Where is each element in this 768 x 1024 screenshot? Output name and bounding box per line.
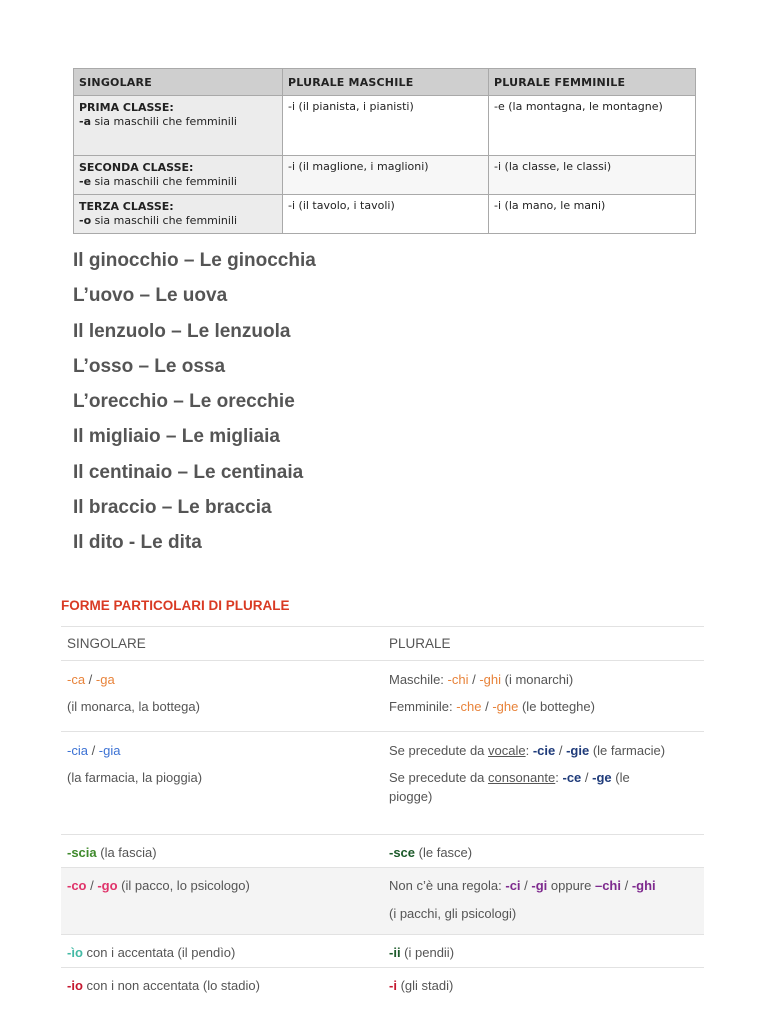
table-row-ca-ga: [61, 661, 704, 732]
separator: /: [468, 672, 480, 687]
table-row-terza-classe: [74, 195, 696, 234]
ending-scia: -scia: [67, 845, 97, 860]
header-plurale: PLURALE: [383, 627, 704, 661]
cell-singolare: [61, 661, 383, 732]
example: (le farmacie): [589, 743, 666, 758]
example: con i accentata (il pendìo): [82, 945, 236, 960]
ending-ga: -ga: [95, 672, 115, 687]
ending-chi: -chi: [447, 672, 469, 687]
label-maschile: Maschile:: [389, 672, 448, 687]
text: :: [555, 770, 563, 785]
ending-cia: -cia: [67, 743, 88, 758]
example: (il monarca, la bottega): [67, 699, 200, 714]
ending-co: -co: [67, 878, 87, 893]
cell-singolare: [61, 968, 383, 1008]
example: con i non accentata (lo stadio): [82, 978, 260, 993]
cell-masc: -i (il tavolo, i tavoli): [283, 195, 489, 234]
cell-class: [74, 156, 283, 195]
header-plurale-maschile: PLURALE MASCHILE: [283, 69, 489, 96]
separator: /: [87, 743, 99, 758]
class-ending: -a: [79, 115, 91, 128]
cell-singolare: [61, 935, 383, 968]
cell-masc: -i (il pianista, i pianisti): [283, 96, 489, 156]
example: (la fascia): [96, 845, 157, 860]
table-row-io-accentata: [61, 935, 704, 968]
table-row-prima-classe: [74, 96, 696, 156]
ending-ghi: -ghi: [631, 878, 656, 893]
class-ending: -e: [79, 175, 92, 188]
table-row-scia: [61, 835, 704, 868]
cell-plurale: [383, 661, 704, 732]
example: (i pendii): [400, 945, 455, 960]
example: (i monarchi): [501, 672, 574, 687]
example: (le piogge): [389, 770, 630, 804]
cell-plurale: [383, 732, 704, 835]
example: (i pacchi, gli psicologi): [389, 906, 517, 921]
class-name: PRIMA CLASSE:: [79, 101, 174, 114]
separator: /: [85, 672, 96, 687]
separator: /: [520, 878, 532, 893]
class-name: TERZA CLASSE:: [79, 200, 174, 213]
ending-ii: -ii: [389, 945, 401, 960]
example: (le fasce): [415, 845, 473, 860]
list-item: Il ginocchio – Le ginocchia: [73, 250, 316, 271]
list-item: L’orecchio – Le orecchie: [73, 391, 295, 413]
text: :: [525, 743, 533, 758]
example: (le botteghe): [518, 699, 595, 714]
list-item: Il dito - Le dita: [73, 532, 202, 554]
header-singolare: SINGOLARE: [61, 627, 383, 661]
separator: /: [481, 699, 493, 714]
ending-gie: -gie: [566, 743, 590, 758]
section-title: FORME PARTICOLARI DI PLURALE: [61, 598, 290, 613]
ending-gi: -gi: [531, 878, 548, 893]
ending-ce: -ce: [562, 770, 582, 785]
ending-che: -che: [456, 699, 482, 714]
text: Se precedute da: [389, 743, 489, 758]
cell-masc: -i (il maglione, i maglioni): [283, 156, 489, 195]
header-singolare: SINGOLARE: [74, 69, 283, 96]
class-desc: sia maschili che femminili: [91, 214, 238, 227]
ending-ca: -ca: [67, 672, 86, 687]
class-desc: sia maschili che femminili: [91, 175, 237, 188]
separator: /: [555, 743, 567, 758]
table-row-cia-gia: [61, 732, 704, 835]
noun-classes-table: [73, 68, 696, 234]
list-item: Il migliaio – Le migliaia: [73, 426, 280, 448]
separator: /: [620, 878, 632, 893]
ending-ghi: -ghi: [479, 672, 502, 687]
ending-i: -i: [389, 978, 397, 993]
example: (la farmacia, la pioggia): [67, 770, 203, 785]
ending-ghe: -ghe: [492, 699, 519, 714]
table-row-seconda-classe: [74, 156, 696, 195]
text: Se precedute da: [389, 770, 489, 785]
label-femminile: Femminile:: [389, 699, 457, 714]
separator: /: [86, 878, 98, 893]
ending-sce: -sce: [389, 845, 416, 860]
cell-plurale: [383, 968, 704, 1008]
example: (gli stadi): [396, 978, 454, 993]
ending-gia: -gia: [98, 743, 121, 758]
class-ending: -o: [79, 214, 92, 227]
example: (il pacco, lo psicologo): [117, 878, 250, 893]
cell-singolare: [61, 868, 383, 935]
class-name: SECONDA CLASSE:: [79, 161, 194, 174]
list-item: Il braccio – Le braccia: [73, 497, 272, 519]
cell-class: [74, 96, 283, 156]
class-desc: sia maschili che femminili: [91, 115, 237, 128]
list-item: Il lenzuolo – Le lenzuola: [73, 320, 291, 342]
list-item: L’uovo – Le uova: [73, 285, 228, 307]
cell-singolare: [61, 835, 383, 868]
ending-cie: -cie: [532, 743, 556, 758]
text: Non c’è una regola:: [389, 878, 506, 893]
text: oppure: [547, 878, 595, 893]
separator: /: [581, 770, 593, 785]
cell-fem: -i (la classe, le classi): [489, 156, 696, 195]
ending-ci: -ci: [505, 878, 521, 893]
underline-vocale: vocale: [488, 743, 526, 758]
ending-chi: –chi: [594, 878, 621, 893]
irregular-plurals-list: [73, 248, 316, 566]
cell-fem: -e (la montagna, le montagne): [489, 96, 696, 156]
ending-io-accent: -ìo: [67, 945, 83, 960]
ending-ge: -ge: [592, 770, 612, 785]
table-header-row: [61, 627, 704, 661]
cell-class: [74, 195, 283, 234]
table-row-co-go: [61, 868, 704, 935]
cell-plurale: [383, 868, 704, 935]
list-item: L’osso – Le ossa: [73, 355, 226, 377]
list-item: Il centinaio – Le centinaia: [73, 461, 304, 483]
cell-plurale: [383, 835, 704, 868]
ending-go: -go: [97, 878, 118, 893]
cell-plurale: [383, 935, 704, 968]
ending-io: -io: [67, 978, 83, 993]
special-plurals-table: [61, 626, 704, 1008]
underline-consonante: consonante: [488, 770, 556, 785]
cell-fem: -i (la mano, le mani): [489, 195, 696, 234]
table-row-io-non-accentata: [61, 968, 704, 1008]
table-header-row: [74, 69, 696, 96]
header-plurale-femminile: PLURALE FEMMINILE: [489, 69, 696, 96]
cell-singolare: [61, 732, 383, 835]
